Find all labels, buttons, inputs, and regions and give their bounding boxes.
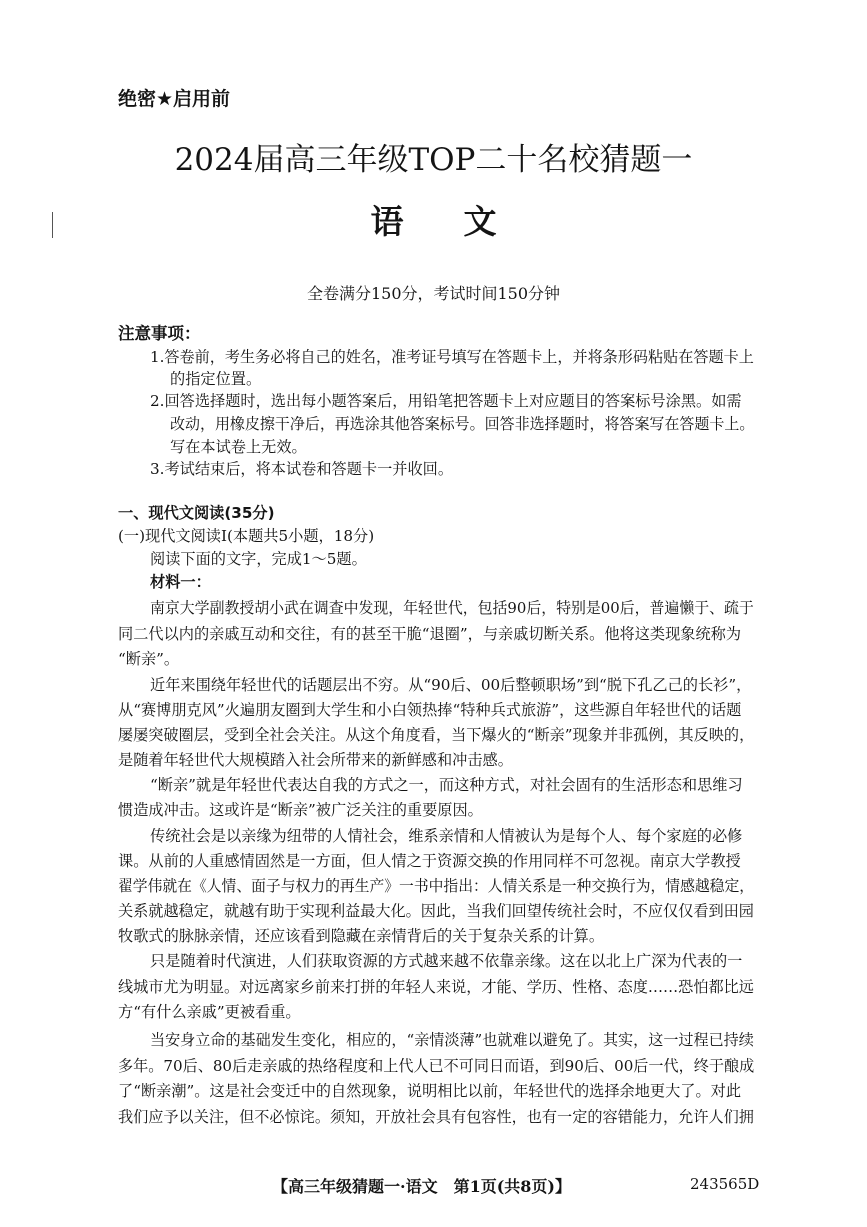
body-line: 多年。70后、80后走亲戚的热络程度和上代人已不可同日而语，到90后、00后一代，终于酿成 [118, 1057, 755, 1075]
body-line: 南京大学副教授胡小武在调查中发现，年轻世代，包括90后，特别是00后，普遍懒于、疏于 [150, 599, 754, 617]
body-line: 惯造成冲击。这或许是“断亲”被广泛关注的重要原因。 [118, 801, 483, 819]
notice-heading: 注意事项： [118, 324, 201, 343]
page-footer-label: 【高三年级猜题一·语文 第1页(共8页)】 [272, 1177, 571, 1196]
exam-title: 2024届高三年级TOP二十名校猜题一 [174, 142, 693, 178]
notice-line: 3.考试结束后，将本试卷和答题卡一并收回。 [150, 460, 454, 478]
section-heading: 一、现代文阅读(35分) [118, 504, 275, 522]
body-line: 是随着年轻世代大规模踏入社会所带来的新鲜感和冲击感。 [118, 751, 513, 769]
page-footer-code: 243565D [690, 1175, 760, 1193]
body-line: 传统社会是以亲缘为纽带的人情社会，维系亲情和人情被认为是每个人、每个家庭的必修 [150, 827, 743, 845]
body-line: 课。从前的人重感情固然是一方面，但人情之于资源交换的作用同样不可忽视。南京大学教授 [118, 852, 741, 870]
body-line: “断亲”。 [118, 650, 180, 668]
body-line: 屡屡突破圈层，受到全社会关注。从这个角度看，当下爆火的“断亲”现象并非孤例，其反映的， [118, 726, 755, 744]
notice-line: 的指定位置。 [170, 370, 262, 388]
body-line: 牧歌式的脉脉亲情，还应该看到隐藏在亲情背后的关于复杂关系的计算。 [118, 927, 604, 945]
notice-line: 1.答卷前，考生务必将自己的姓名，准考证号填写在答题卡上，并将条形码粘贴在答题卡上 [150, 348, 754, 366]
body-line: 我们应予以关注，但不必惊诧。须知，开放社会具有包容性，也有一定的容错能力，允许人们拥 [118, 1108, 754, 1126]
body-line: 翟学伟就在《人情、面子与权力的再生产》一书中指出：人情关系是一种交换行为，情感越稳定， [118, 877, 755, 895]
body-line: 了“断亲潮”。这是社会变迁中的自然现象，说明相比以前，年轻世代的选择余地更大了。对此 [118, 1082, 742, 1100]
secret-label: 绝密★启用前 [118, 88, 231, 110]
subject-title: 语文 [370, 202, 557, 241]
body-line: 只是随着时代演进，人们获取资源的方式越来越不依靠亲缘。这在以北上广深为代表的一 [150, 952, 743, 970]
notice-line: 改动，用橡皮擦干净后，再选涂其他答案标号。回答非选择题时，将答案写在答题卡上。 [170, 415, 755, 433]
notice-line: 写在本试卷上无效。 [170, 438, 307, 456]
body-line: 线城市尤为明显。对远离家乡前来打拼的年轻人来说，才能、学历、性格、态度……恐怕都比远 [118, 978, 754, 996]
body-line: 关系就越稳定，就越有助于实现利益最大化。因此，当我们回望传统社会时，不应仅仅看到田园 [118, 902, 754, 920]
notice-line: 2.回答选择题时，选出每小题答案后，用铅笔把答题卡上对应题目的答案标号涂黑。如需 [150, 392, 742, 410]
body-line: 当安身立命的基础发生变化，相应的，“亲情淡薄”也就难以避免了。其实，这一过程已持续 [150, 1031, 754, 1049]
section-subheading: (一)现代文阅读Ⅰ(本题共5小题，18分) [118, 527, 375, 545]
body-line: 方“有什么亲戚”更被看重。 [118, 1003, 301, 1021]
body-line: 同二代以内的亲戚互动和交往，有的甚至干脆“退圈”，与亲戚切断关系。他将这类现象统称为 [118, 625, 742, 643]
section-instruction: 阅读下面的文字，完成1～5题。 [150, 550, 367, 568]
exam-info: 全卷满分150分，考试时间150分钟 [306, 284, 561, 303]
body-line: 从“赛博朋克风”火遍朋友圈到大学生和小白领热捧“特种兵式旅游”，这些源自年轻世代的话题 [118, 701, 742, 719]
body-line: “断亲”就是年轻世代表达自我的方式之一，而这种方式，对社会固有的生活形态和思维习 [150, 776, 743, 794]
body-line: 近年来围绕年轻世代的话题层出不穷。从“90后、00后整顿职场”到“脱下孔乙己的长衫”， [150, 676, 752, 694]
material-label: 材料一： [150, 573, 211, 591]
